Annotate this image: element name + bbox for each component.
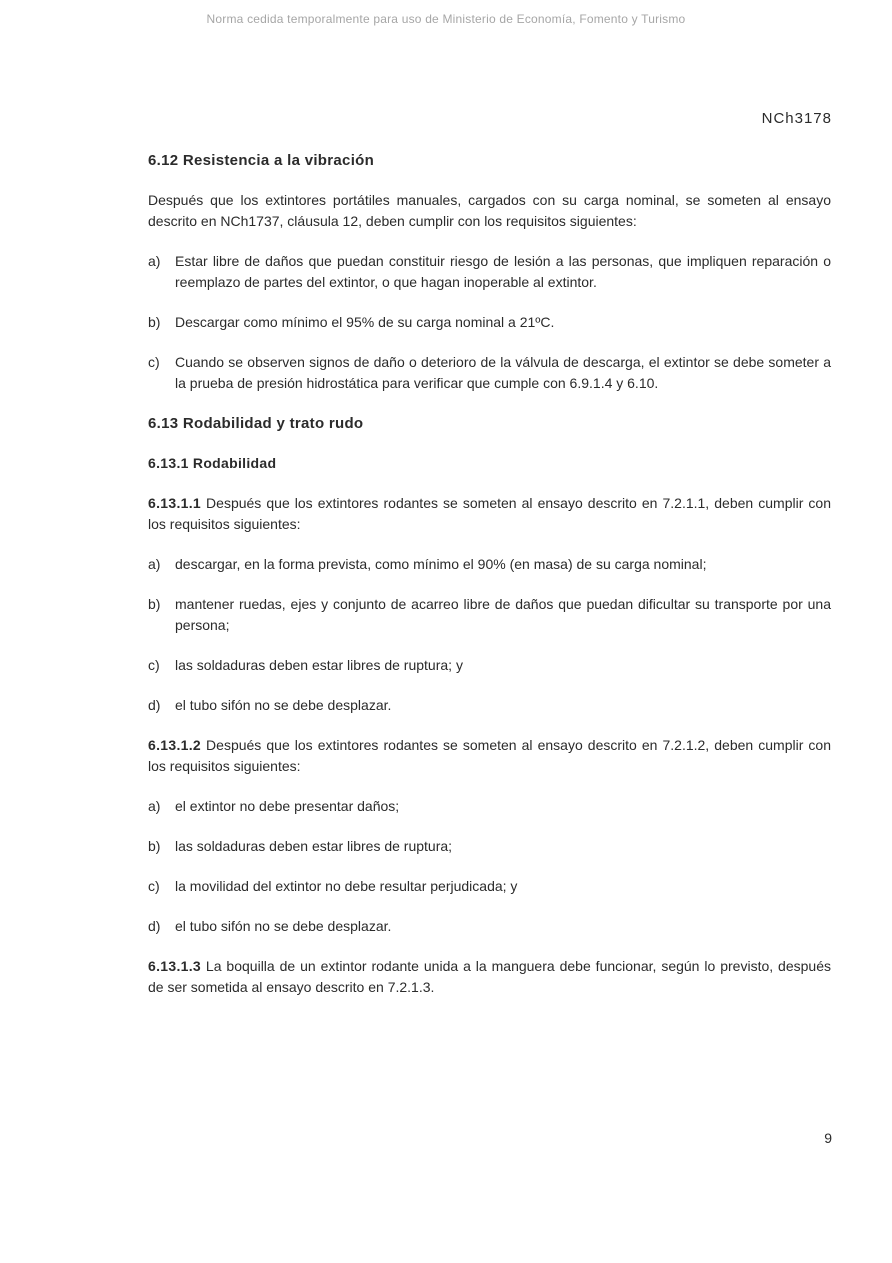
list-item-label: b) [148,314,161,330]
clause-text: Después que los extintores rodantes se someten al ensayo descrito en 7.2.1.2, deben cumplir con los requisitos siguientes: [148,737,831,774]
list-item-text: las soldaduras deben estar libres de ruptura; y [175,657,463,673]
list-item-label: d) [148,697,161,713]
list-item-label: b) [148,838,161,854]
list-item [148,836,831,857]
list-item [148,352,831,394]
document-body [148,150,831,1017]
heading-6-12: 6.12 Resistencia a la vibración [148,152,375,169]
document-code: NCh3178 [761,110,832,127]
list-item-text: Estar libre de daños que puedan constituir riesgo de lesión a las personas, que impliquen reparación o reemplazo de partes del extintor, o que hagan inoperable al extintor. [175,253,831,290]
list-item [148,554,831,575]
clause-number: 6.13.1.3 [148,958,201,974]
clause-text: La boquilla de un extintor rodante unida a la manguera debe funcionar, según lo previsto, después de ser sometida al ensayo descrito en 7.2.1.3. [148,958,831,995]
list-item [148,695,831,716]
list-item-label: a) [148,556,161,572]
heading-6-13: 6.13 Rodabilidad y trato rudo [148,415,364,432]
paragraph-6-13-1-1 [148,493,831,535]
clause-number: 6.13.1.1 [148,495,201,511]
list-item-label: b) [148,596,161,612]
list-item-text: el tubo sifón no se debe desplazar. [175,697,392,713]
license-notice: Norma cedida temporalmente para uso de Ministerio de Economía, Fomento y Turismo [206,12,686,26]
list-item [148,655,831,676]
list-item-text: las soldaduras deben estar libres de ruptura; [175,838,453,854]
page-number: 9 [824,1130,832,1146]
clause-text: Después que los extintores rodantes se someten al ensayo descrito en 7.2.1.1, deben cumplir con los requisitos siguientes: [148,495,831,532]
list-item [148,796,831,817]
heading-6-13-1: 6.13.1 Rodabilidad [148,455,277,471]
paragraph-6-13-1-3 [148,956,831,998]
list-item [148,916,831,937]
list-item-label: a) [148,253,161,269]
list-item-text: Cuando se observen signos de daño o deterioro de la válvula de descarga, el extintor se debe someter a la prueba de presión hidrostática para verificar que cumple con 6.9.1.4 y 6.10. [175,354,831,391]
list-item-text: la movilidad del extintor no debe resultar perjudicada; y [175,878,518,894]
list-item-text: mantener ruedas, ejes y conjunto de acarreo libre de daños que puedan dificultar su transporte por una persona; [175,596,831,633]
list-item-text: descargar, en la forma prevista, como mínimo el 90% (en masa) de su carga nominal; [175,556,707,572]
list-item [148,876,831,897]
list-item-label: c) [148,354,160,370]
paragraph-6-13-1-2 [148,735,831,777]
list-item-label: c) [148,878,160,894]
list-item-label: c) [148,657,160,673]
list-item-label: d) [148,918,161,934]
list-item [148,594,831,636]
list-item-text: el tubo sifón no se debe desplazar. [175,918,392,934]
clause-number: 6.13.1.2 [148,737,201,753]
list-item-label: a) [148,798,161,814]
paragraph-6-12-intro: Después que los extintores portátiles manuales, cargados con su carga nominal, se someten al ensayo descrito en NCh1737, cláusula 12, deben cumplir con los requisitos siguientes: [148,192,831,229]
list-item-text: Descargar como mínimo el 95% de su carga nominal a 21ºC. [175,314,555,330]
list-item [148,251,831,293]
list-item-text: el extintor no debe presentar daños; [175,798,400,814]
list-item [148,312,831,333]
